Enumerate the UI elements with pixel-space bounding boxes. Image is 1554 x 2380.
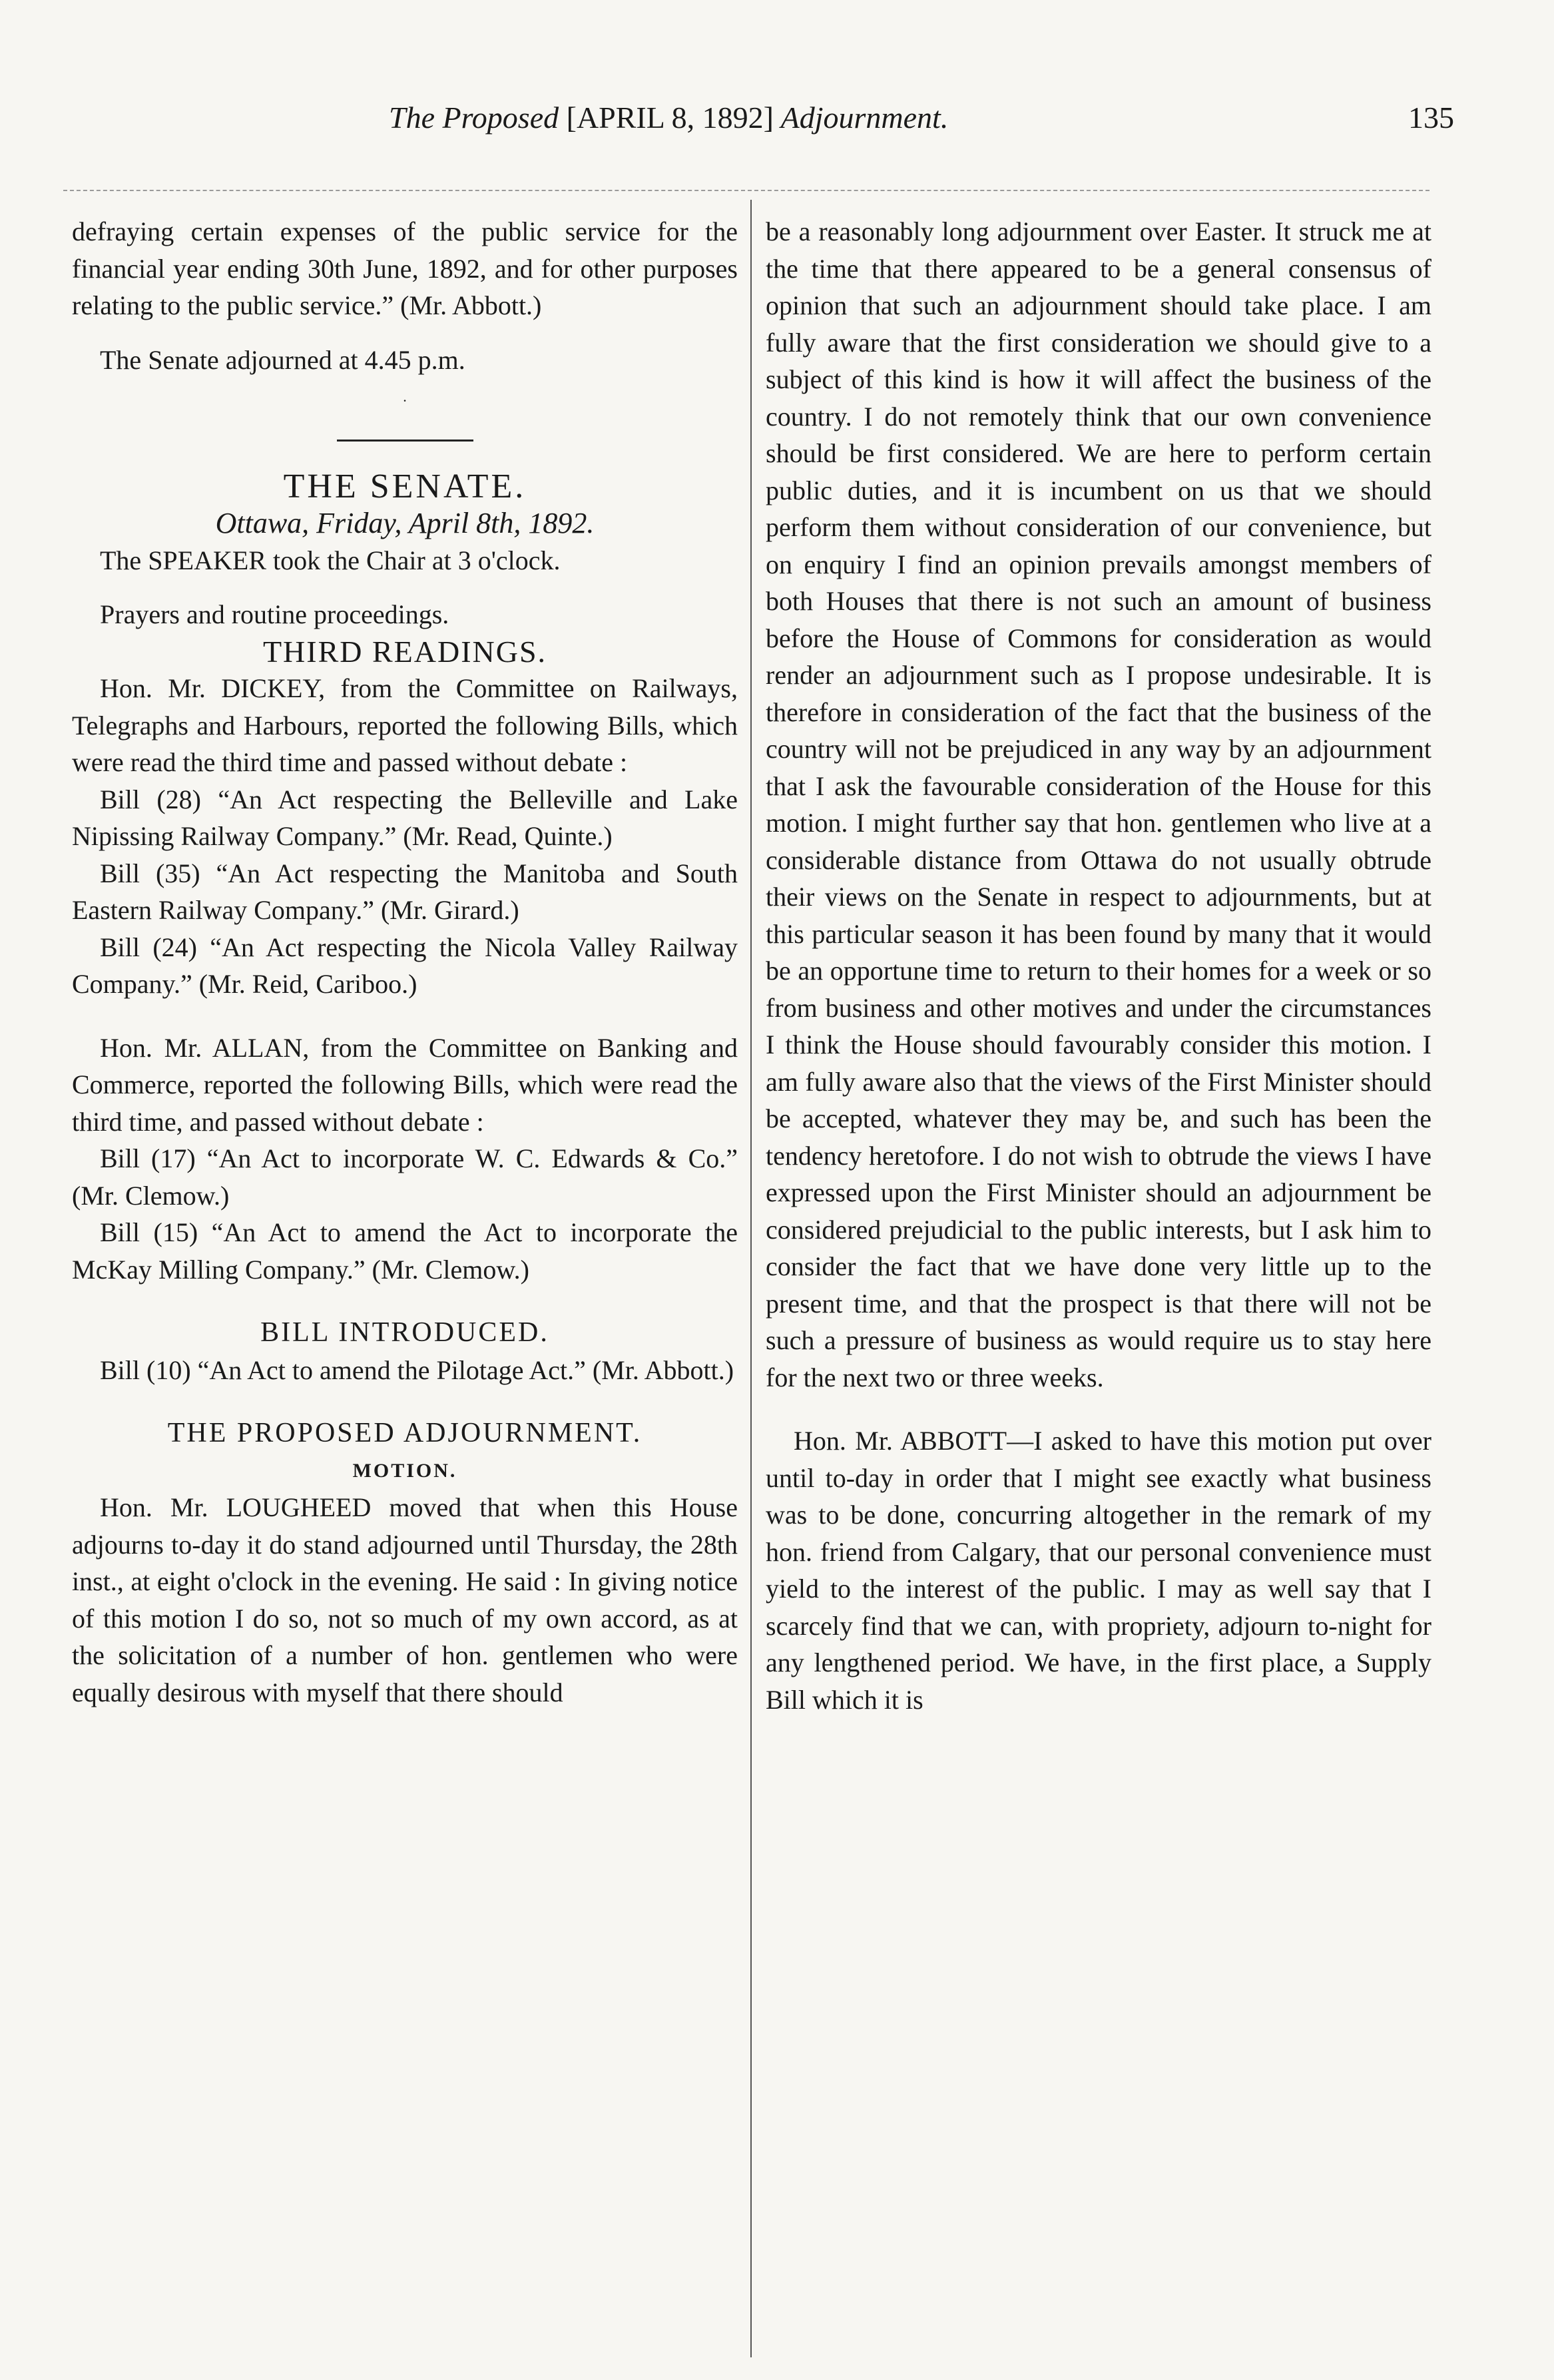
paragraph-allan-report: Hon. Mr. ALLAN, from the Committee on Banking and Commerce, reported the following Bills, which were read the third time, and passed without debate : bbox=[72, 1032, 738, 1137]
right-column bbox=[766, 213, 1431, 1718]
decorative-dot: · bbox=[402, 392, 407, 409]
paragraph-defraying: defraying certain expenses of the public service for the financial year ending 30th June, 1892, and for other purposes relating to the public service.” (Mr. Abbott.) bbox=[72, 216, 738, 320]
paragraph-lougheed-motion: Hon. Mr. LOUGHEED moved that when this House adjourns to-day it do stand adjourned until Thursday, the 28th inst., at eight o'clock in the evening. He said : In giving notice of this motion I do so, not so much of my own accord, as at the solicitation of a number of hon. gentlemen who were equally desirous with myself that there should bbox=[72, 1492, 738, 1707]
paragraph-speaker: The SPEAKER took the Chair at 3 o'clock. bbox=[100, 545, 561, 575]
third-readings-heading: THIRD READINGS. bbox=[262, 634, 547, 669]
paragraph-bill-28: Bill (28) “An Act respecting the Belleville and Lake Nipissing Railway Company.” (Mr. Read, Quinte.) bbox=[72, 784, 738, 851]
running-title-date: [APRIL 8, 1892] bbox=[566, 101, 774, 135]
running-title-left: The Proposed bbox=[389, 101, 559, 135]
paragraph-dickey-report: Hon. Mr. DICKEY, from the Committee on Railways, Telegraphs and Harbours, reported the following Bills, which were read the third time and passed without debate : bbox=[72, 673, 738, 777]
page-header bbox=[0, 100, 1554, 153]
dateline: Ottawa, Friday, April 8th, 1892. bbox=[215, 507, 595, 539]
bill-introduced-heading: BILL INTRODUCED. bbox=[260, 1317, 549, 1348]
senate-heading: THE SENATE. bbox=[283, 467, 527, 505]
paragraph-bill-24: Bill (24) “An Act respecting the Nicola Valley Railway Company.” (Mr. Reid, Cariboo.) bbox=[72, 932, 738, 999]
paragraph-lougheed-continued: be a reasonably long adjournment over Easter. It struck me at the time that there appeared to be a general consensus of opinion that such an adjournment should take place. I am fully aware that the first consideration we should give to a subject of this kind is how it will affect the business of the country. I do not remotely think that our own convenience should be first considered. We are here to perform certain public duties, and it is incumbent on us that we should perform them without consideration of our convenience, but on enquiry I find an opinion prevails amongst members of both Houses that there is not such an amount of business before the House of Commons for consideration as would render an adjournment such as I propose undesirable. It is therefore in consideration of the fact that the business of the country will not be prejudiced in any way by an adjournment that I ask the favourable consideration of the House for this motion. I might further say that hon. gentlemen who live at a considerable distance from Ottawa do not usually obtrude their views on the Senate in respect to adjournments, but at this particular season it has been found by many that it would be an opportune time to return to their homes for a week or so from business and other motives and under the circumstances I think the House should favourably consider this motion. I am fully aware also that the views of the First Minister should be accepted, whatever they may be, and such has been the tendency heretofore. I do not wish to obtrude the views I have expressed upon the First Minister should an adjournment be considered prejudicial to the public interests, but I ask him to consider the fact that we have done very little up to the present time, and that the prospect is that there will not be such a pressure of business as would require us to stay here for the next two or three weeks. bbox=[766, 216, 1431, 1392]
paragraph-bill-35: Bill (35) “An Act respecting the Manitoba and South Eastern Railway Company.” (Mr. Girard.) bbox=[72, 858, 738, 925]
paragraph-bill-15: Bill (15) “An Act to amend the Act to incorporate the McKay Milling Company.” (Mr. Clemow.) bbox=[72, 1217, 738, 1285]
left-column bbox=[72, 213, 738, 1711]
proposed-adjournment-heading: THE PROPOSED ADJOURNMENT. bbox=[167, 1418, 643, 1448]
paragraph-bill-17: Bill (17) “An Act to incorporate W. C. Edwards & Co.” (Mr. Clemow.) bbox=[72, 1143, 738, 1211]
paragraph-bill-10: Bill (10) “An Act to amend the Pilotage Act.” (Mr. Abbott.) bbox=[100, 1354, 734, 1385]
paragraph-abbott-reply: Hon. Mr. ABBOTT—I asked to have this motion put over until to-day in order that I might see exactly what business was to be done, concurring altogether in the remark of my hon. friend from Calgary, that our personal convenience must yield to the interest of the public. I may as well say that I scarcely find that we can, with propriety, adjourn to-night for any lengthened period. We have, in the first place, a Supply Bill which it is bbox=[766, 1426, 1431, 1715]
paragraph-senate-adjourned: The Senate adjourned at 4.45 p.m. bbox=[100, 344, 465, 375]
page-number: 135 bbox=[1408, 101, 1454, 135]
running-title bbox=[389, 100, 948, 135]
section-rule bbox=[337, 440, 473, 442]
paragraph-prayers: Prayers and routine proceedings. bbox=[100, 599, 449, 629]
column-divider bbox=[750, 200, 752, 2357]
motion-subheading: MOTION. bbox=[352, 1459, 457, 1482]
running-title-right: Adjournment. bbox=[780, 101, 949, 135]
header-rule bbox=[63, 190, 1429, 191]
